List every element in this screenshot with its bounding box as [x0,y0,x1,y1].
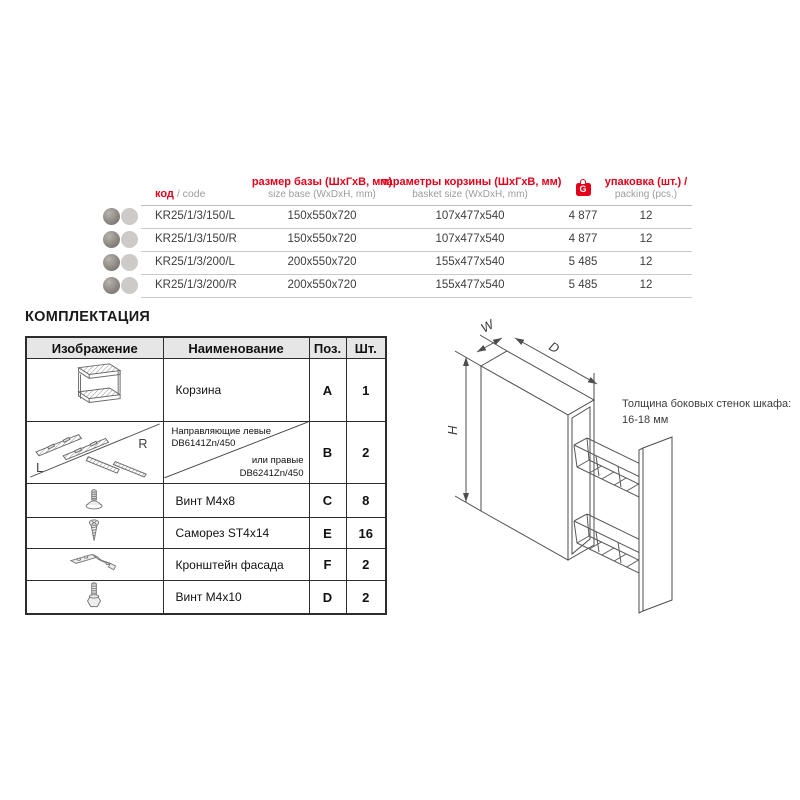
finish-dot-metallic [103,208,120,225]
kit-table [25,336,387,615]
selftap-image-cell [26,518,163,549]
table-row [95,205,695,228]
wire-basket-icon [27,359,162,416]
kit-row-rails [26,422,386,484]
base-size: 200x550x720 [287,256,357,268]
rails-image-cell [26,422,163,484]
kit-row-selftap-screw [26,518,386,549]
basket-size: 107x477x540 [435,210,505,222]
nut-screw-image-cell [26,581,163,615]
kit-row-screw-m4x8 [26,484,386,518]
kit-item-qty: 2 [346,422,386,484]
finish-dot-gray [121,277,138,294]
header-basket-en: basket size (WxDxH, mm) [412,189,528,200]
height-dimension-label: H [445,425,460,435]
rails-right-label [240,455,304,480]
rails-left-code: DB6141Zn/450 [171,438,236,450]
weight-value: 5 485 [568,279,598,291]
base-size: 200x550x720 [287,279,357,291]
weight-value: 4 877 [568,210,598,222]
kit-item-name: Саморез ST4x14 [163,518,309,549]
column-header-code [155,188,205,200]
table-row [95,251,695,274]
column-header-basket-size [380,176,560,201]
finish-dot-gray [121,208,138,225]
bracket-image-cell [26,549,163,581]
product-code: KR25/1/3/150/R [155,233,237,245]
rail-right-label: R [138,437,148,452]
finish-dot-metallic [103,254,120,271]
kit-item-pos: E [309,518,346,549]
rails-right-code: DB6241Zn/450 [239,467,304,479]
note-line-2: 16-18 мм [622,413,669,426]
kit-row-basket [26,359,386,422]
depth-dimension-label: D [546,338,563,357]
packing-value: 12 [639,279,653,291]
kit-item-qty: 16 [346,518,386,549]
basket-size: 155x477x540 [435,279,505,291]
kit-header-pos: Поз. [309,337,346,359]
kit-item-qty: 2 [346,581,386,615]
kit-row-bracket [26,549,386,581]
rails-left-name: Направляющие левые [171,426,272,437]
packing-value: 12 [639,210,653,222]
kit-header-image: Изображение [26,337,163,359]
packing-value: 12 [639,233,653,245]
kit-item-pos: C [309,484,346,518]
rails-icon [27,422,162,478]
kit-item-qty: 1 [346,359,386,422]
cabinet-body [481,351,594,560]
header-basket-ru: параметры корзины (ШхГхВ, мм) [380,176,562,188]
header-pack-ru: упаковка (шт.) / [604,176,688,188]
product-code: KR25/1/3/150/L [155,210,235,222]
facade-bracket-icon [27,549,162,575]
finish-dot-gray [121,254,138,271]
header-code-en: / code [176,188,206,200]
header-base-en: size base (WxDxH, mm) [268,189,376,200]
finish-dot-metallic [103,231,120,248]
kit-item-qty: 8 [346,484,386,518]
kit-header-name: Наименование [163,337,309,359]
header-code-ru: код [155,188,174,200]
cabinet-drawing [440,293,800,633]
basket-image-cell [26,359,163,422]
kit-item-name: Корзина [163,359,309,422]
kit-title: КОМПЛЕКТАЦИЯ [25,309,151,325]
kit-header-row [26,337,386,359]
packing-value: 12 [639,256,653,268]
kit-item-pos: F [309,549,346,581]
facade-panel [639,437,672,613]
rails-left-label [172,426,272,451]
product-code: KR25/1/3/200/R [155,279,237,291]
rails-right-name: или правые [251,455,304,467]
table-row [95,228,695,251]
kit-item-name: Кронштейн фасада [163,549,309,581]
weight-value: 4 877 [568,233,598,245]
kit-item-pos: A [309,359,346,422]
header-pack-en: packing (pcs.) [614,189,678,200]
screw-m4x10-icon [27,581,162,608]
screw-m4x8-icon [27,484,162,512]
column-header-packing [586,176,706,201]
kit-item-pos: D [309,581,346,615]
product-code: KR25/1/3/200/L [155,256,235,268]
products-table [95,172,695,302]
rails-name-cell [163,422,309,484]
wall-thickness-note [622,397,791,429]
header-base-ru: размер базы (ШхГхВ, мм) [251,176,393,188]
kit-item-name: Винт M4x10 [163,581,309,615]
basket-size: 155x477x540 [435,256,505,268]
width-dimension-label: W [478,316,497,336]
kit-item-name: Винт M4x8 [163,484,309,518]
kit-row-screw-m4x10 [26,581,386,615]
note-line-1: Толщина боковых стенок шкафа: [622,398,792,410]
weight-icon-letter: G [579,184,587,194]
kit-item-pos: B [309,422,346,484]
selftap-screw-icon [27,518,162,543]
base-size: 150x550x720 [287,233,357,245]
weight-value: 5 485 [568,256,598,268]
screw-image-cell [26,484,163,518]
basket-size: 107x477x540 [435,233,505,245]
kit-item-qty: 2 [346,549,386,581]
base-size: 150x550x720 [287,210,357,222]
kit-header-qty: Шт. [346,337,386,359]
finish-dot-metallic [103,277,120,294]
rail-left-label: L [36,461,44,476]
finish-dot-gray [121,231,138,248]
